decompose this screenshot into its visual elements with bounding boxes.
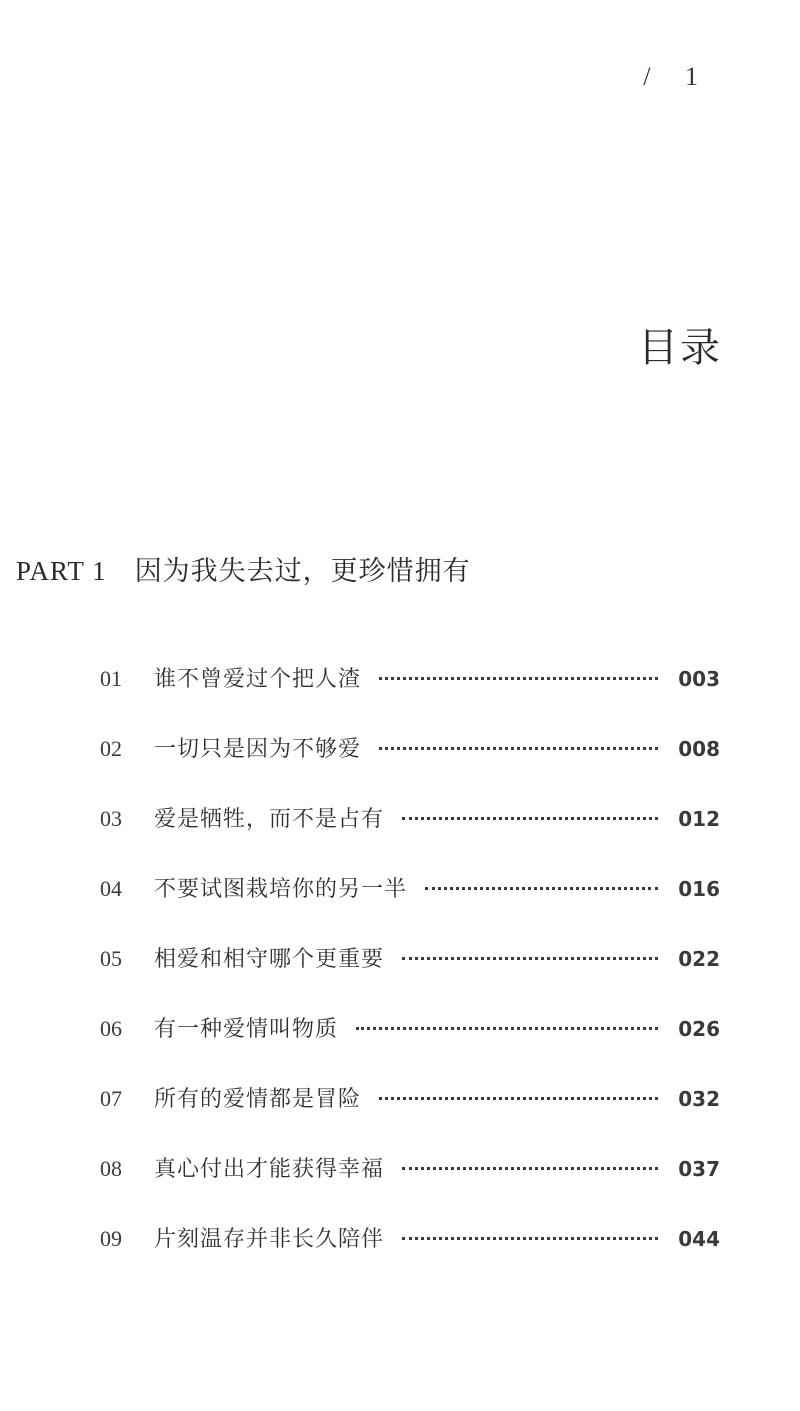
entry-number: 08 xyxy=(100,1156,122,1181)
dot-leader xyxy=(425,887,658,890)
dot-leader xyxy=(402,957,658,960)
dot-leader xyxy=(356,1027,658,1030)
entry-page-number: 032 xyxy=(678,1087,720,1111)
entry-number: 04 xyxy=(100,876,122,901)
part-heading xyxy=(16,549,471,588)
entry-number: 09 xyxy=(100,1226,122,1251)
toc-list xyxy=(100,662,720,1292)
entry-number: 05 xyxy=(100,946,122,971)
entry-page-number: 016 xyxy=(678,877,720,901)
entry-number: 07 xyxy=(100,1086,122,1111)
entry-page-number: 008 xyxy=(678,737,720,761)
toc-title: 目录 xyxy=(638,325,722,371)
entry-page-number: 044 xyxy=(678,1227,720,1251)
part-label: PART 1 xyxy=(16,556,107,586)
entry-page-number: 037 xyxy=(678,1157,720,1181)
entry-number: 06 xyxy=(100,1016,122,1041)
entry-title: 一切只是因为不够爱 xyxy=(154,737,362,762)
entry-page-number: 003 xyxy=(678,667,720,691)
toc-entry[interactable] xyxy=(100,732,720,802)
toc-entry[interactable] xyxy=(100,1012,720,1082)
entry-title: 真心付出才能获得幸福 xyxy=(154,1157,385,1182)
toc-entry[interactable] xyxy=(100,942,720,1012)
entry-title: 不要试图栽培你的另一半 xyxy=(154,877,408,902)
dot-leader xyxy=(402,817,658,820)
dot-leader xyxy=(379,747,658,750)
entry-page-number: 026 xyxy=(678,1017,720,1041)
entry-title: 片刻温存并非长久陪伴 xyxy=(154,1227,385,1252)
toc-entry[interactable] xyxy=(100,1152,720,1222)
part-title: 因为我失去过，更珍惜拥有 xyxy=(134,556,471,587)
entry-number: 02 xyxy=(100,736,122,761)
entry-title: 相爱和相守哪个更重要 xyxy=(154,947,385,972)
entry-title: 谁不曾爱过个把人渣 xyxy=(154,667,362,692)
entry-page-number: 022 xyxy=(678,947,720,971)
entry-number: 01 xyxy=(100,666,122,691)
entry-title: 有一种爱情叫物质 xyxy=(154,1017,339,1042)
entry-page-number: 012 xyxy=(678,807,720,831)
toc-entry[interactable] xyxy=(100,802,720,872)
dot-leader xyxy=(402,1237,658,1240)
toc-entry[interactable] xyxy=(100,662,720,732)
entry-title: 爱是牺牲，而不是占有 xyxy=(154,807,385,832)
dot-leader xyxy=(379,1097,658,1100)
entry-title: 所有的爱情都是冒险 xyxy=(154,1087,362,1112)
dot-leader xyxy=(402,1167,658,1170)
toc-entry[interactable] xyxy=(100,1082,720,1152)
toc-entry[interactable] xyxy=(100,872,720,942)
toc-entry[interactable] xyxy=(100,1222,720,1292)
entry-number: 03 xyxy=(100,806,122,831)
dot-leader xyxy=(379,677,658,680)
page-number: / 1 xyxy=(643,62,712,91)
